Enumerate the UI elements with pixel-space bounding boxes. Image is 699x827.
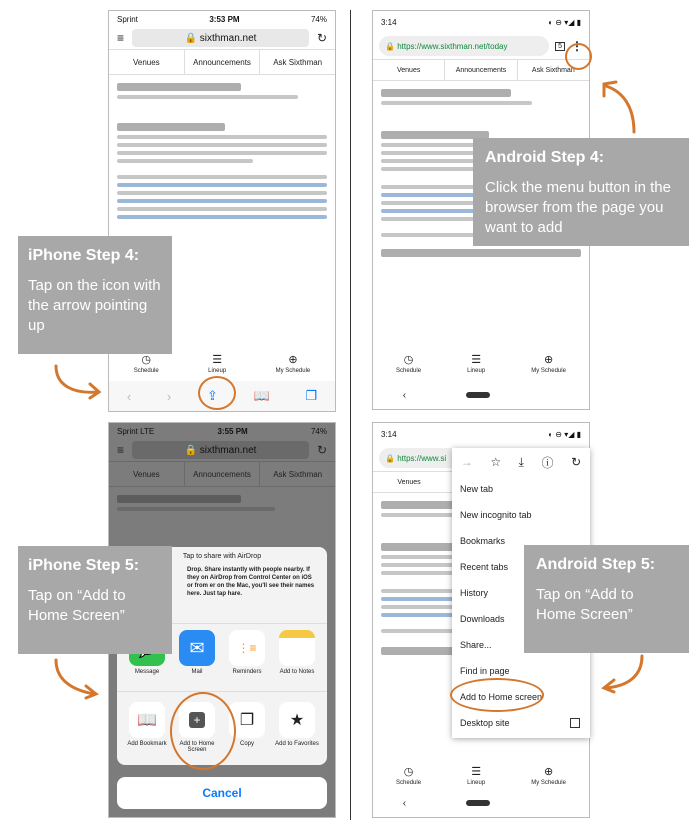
menu-new-incognito-tab[interactable]: New incognito tab <box>460 510 532 520</box>
clock-icon: ◷ <box>403 765 414 778</box>
plus-icon: ⊕ <box>543 765 554 778</box>
menu-recent-tabs[interactable]: Recent tabs <box>460 562 509 572</box>
lock-icon: 🔒 <box>184 32 200 44</box>
star-icon: ★ <box>279 702 315 738</box>
carrier: Sprint LTE <box>117 426 155 436</box>
menu-bookmarks[interactable]: Bookmarks <box>460 536 506 546</box>
battery: 74% <box>310 14 327 24</box>
site-bottom-nav <box>373 351 589 377</box>
signal-icon: ◐ ⊖ ▾◢ ▮ <box>548 17 581 27</box>
status-bar <box>373 423 589 445</box>
address-bar <box>373 33 589 59</box>
android-nav-bar <box>373 381 589 409</box>
blurred-content <box>109 83 335 219</box>
site-tabs <box>109 49 335 75</box>
nav-my-schedule[interactable]: ⊕ My Schedule <box>275 353 311 374</box>
curved-arrow-icon <box>50 656 102 700</box>
nav-my-schedule[interactable]: ⊕ My Schedule <box>531 765 566 786</box>
app-message[interactable]: Message <box>125 630 169 685</box>
nav-schedule[interactable]: ◷ Schedule <box>396 353 422 374</box>
url-text: sixthman.net <box>199 32 257 44</box>
add-home-highlight-ring <box>450 678 544 712</box>
clock: 3:14 <box>381 429 397 439</box>
action-add-bookmark[interactable]: 📖 Add Bookmark <box>125 702 169 753</box>
curved-arrow-icon <box>50 362 106 400</box>
menu-find-in-page[interactable]: Find in page <box>460 666 510 676</box>
notes-icon <box>279 630 315 666</box>
callout-body: Tap on “Add to Home Screen” <box>28 587 126 624</box>
action-copy[interactable]: ❐ Copy <box>225 702 269 753</box>
menu-highlight-ring <box>565 43 592 70</box>
tab-announcements[interactable]: Announcements <box>185 462 261 486</box>
home-pill[interactable] <box>466 800 490 806</box>
blurred-content <box>109 495 335 511</box>
nav-lineup[interactable]: ☰ Lineup <box>467 765 486 786</box>
menu-icon[interactable]: ≡ <box>117 31 125 45</box>
nav-my-schedule[interactable]: ⊕ My Schedule <box>531 353 566 374</box>
list-icon: ☰ <box>471 765 482 778</box>
nav-lineup[interactable]: ☰ Lineup <box>467 353 486 374</box>
battery: 74% <box>310 426 327 436</box>
tab-venues[interactable]: Venues <box>373 60 445 80</box>
action-add-to-home-screen[interactable]: + Add to Home Screen <box>175 702 219 753</box>
callout-title: Android Step 5: <box>536 556 656 573</box>
app-reminders[interactable]: ⋮≡ Reminders <box>225 630 269 685</box>
home-screen-highlight-ring <box>170 692 236 770</box>
back-icon[interactable]: ‹ <box>402 389 407 401</box>
forward-icon[interactable]: → <box>460 455 473 469</box>
airdrop-text: Drop. Share instantly with people nearby. If they on AirDrop from Control Center on iOS or from er on the Mac, you'll see their names here. Just tap hare. <box>117 560 327 624</box>
reminders-icon: ⋮≡ <box>229 630 265 666</box>
site-bottom-nav <box>109 351 335 377</box>
menu-add-to-home-screen[interactable]: Add to Home screen <box>460 692 543 702</box>
status-bar <box>109 11 335 27</box>
tab-ask[interactable]: Ask Sixthman <box>531 66 575 74</box>
address-bar <box>109 27 335 49</box>
url-text: https://www.sixthman.net/today <box>397 41 508 51</box>
clock: 3:53 PM <box>209 14 240 24</box>
nav-lineup[interactable]: ☰ Lineup <box>208 353 227 374</box>
status-bar <box>373 11 589 33</box>
curved-arrow-icon <box>598 652 648 694</box>
clock: 3:14 <box>381 17 397 27</box>
book-icon: 📖 <box>129 702 165 738</box>
url-field[interactable] <box>132 441 309 459</box>
forward-icon[interactable]: › <box>166 388 172 404</box>
cancel-button[interactable]: Cancel <box>117 777 327 809</box>
nav-schedule[interactable]: ◷ Schedule <box>133 353 159 374</box>
status-bar <box>109 423 335 439</box>
url-text: sixthman.net <box>199 444 257 456</box>
curved-arrow-icon <box>596 78 640 136</box>
tab-ask[interactable]: Ask Sixthman <box>273 469 323 479</box>
callout-title: Android Step 4: <box>485 149 605 166</box>
copy-icon: ❐ <box>229 702 265 738</box>
url-field[interactable] <box>379 36 549 56</box>
app-notes[interactable]: Add to Notes <box>275 630 319 685</box>
url-field[interactable] <box>132 29 309 47</box>
callout-body: Tap on the icon with the arrow pointing up <box>28 277 161 334</box>
tab-venues[interactable]: Venues <box>109 462 185 486</box>
url-text: https://www.si <box>397 453 447 463</box>
kebab-menu-icon[interactable]: ⋮ <box>571 39 583 53</box>
callout-body: Click the menu button in the browser from the page you want to add <box>485 179 671 236</box>
iphone-step4-callout <box>18 236 172 354</box>
tab-announcements[interactable]: Announcements <box>185 50 261 74</box>
plus-icon: ⊕ <box>288 353 298 366</box>
star-icon[interactable]: ☆ <box>490 455 502 469</box>
mail-icon: ✉ <box>179 630 215 666</box>
site-tabs <box>373 59 589 81</box>
share-highlight-ring <box>198 376 236 410</box>
menu-new-tab[interactable]: New tab <box>460 484 494 494</box>
carrier: Sprint <box>117 14 138 24</box>
plus-icon: ⊕ <box>543 353 554 366</box>
list-icon: ☰ <box>471 353 482 366</box>
site-bottom-nav <box>373 763 589 789</box>
android-step5-callout <box>524 545 689 653</box>
tab-venues[interactable]: Venues <box>109 50 185 74</box>
menu-history[interactable]: History <box>460 588 489 598</box>
app-mail[interactable]: ✉ Mail <box>175 630 219 685</box>
nav-schedule[interactable]: ◷ Schedule <box>396 765 422 786</box>
callout-body: Tap on “Add to Home Screen” <box>536 586 634 623</box>
plus-square-icon: + <box>179 702 215 738</box>
clock-icon: ◷ <box>141 353 152 366</box>
lock-icon: 🔒 <box>385 453 398 463</box>
menu-icon[interactable]: ≡ <box>117 443 125 457</box>
android-nav-bar <box>373 789 589 817</box>
list-icon: ☰ <box>212 353 223 366</box>
iphone-step5-callout <box>18 546 172 654</box>
menu-desktop-site[interactable]: Desktop site <box>452 710 590 736</box>
info-icon[interactable]: ⓘ <box>541 455 554 470</box>
lock-icon: 🔒 <box>385 41 398 51</box>
tabs-icon[interactable]: ❐ <box>305 388 318 403</box>
airdrop-title: Tap to share with AirDrop <box>182 553 262 560</box>
site-tabs <box>109 461 335 487</box>
panel-divider <box>350 10 351 820</box>
bookmarks-icon[interactable]: 📖 <box>253 388 270 403</box>
tab-ask[interactable]: Ask Sixthman <box>273 57 323 67</box>
reload-icon[interactable]: ↻ <box>571 455 582 469</box>
tab-venues[interactable]: Venues <box>397 478 421 486</box>
back-icon[interactable]: ‹ <box>126 388 132 404</box>
lock-icon: 🔒 <box>184 444 200 456</box>
callout-title: iPhone Step 5: <box>28 557 140 574</box>
download-icon[interactable]: ⤓ <box>518 454 524 469</box>
reload-icon[interactable]: ↻ <box>316 443 327 457</box>
menu-downloads[interactable]: Downloads <box>460 614 505 624</box>
share-icon[interactable]: ⇪ <box>206 388 218 403</box>
signal-icon: ◐ ⊖ ▾◢ ▮ <box>548 429 581 439</box>
callout-title: iPhone Step 4: <box>28 247 140 264</box>
reload-icon[interactable]: ↻ <box>316 31 327 45</box>
back-icon[interactable]: ‹ <box>402 797 407 809</box>
clock-icon: ◷ <box>403 353 414 366</box>
android-step4-callout <box>473 138 689 246</box>
address-bar <box>109 439 335 461</box>
home-pill[interactable] <box>466 392 490 398</box>
menu-top-icons <box>452 448 590 476</box>
tab-count-button[interactable]: 5 <box>555 42 565 51</box>
clock: 3:55 PM <box>217 426 248 436</box>
menu-share[interactable]: Share... <box>460 640 492 650</box>
checkbox-icon[interactable] <box>570 718 580 728</box>
action-add-to-favorites[interactable]: ★ Add to Favorites <box>275 702 319 753</box>
tab-announcements[interactable]: Announcements <box>445 60 517 80</box>
